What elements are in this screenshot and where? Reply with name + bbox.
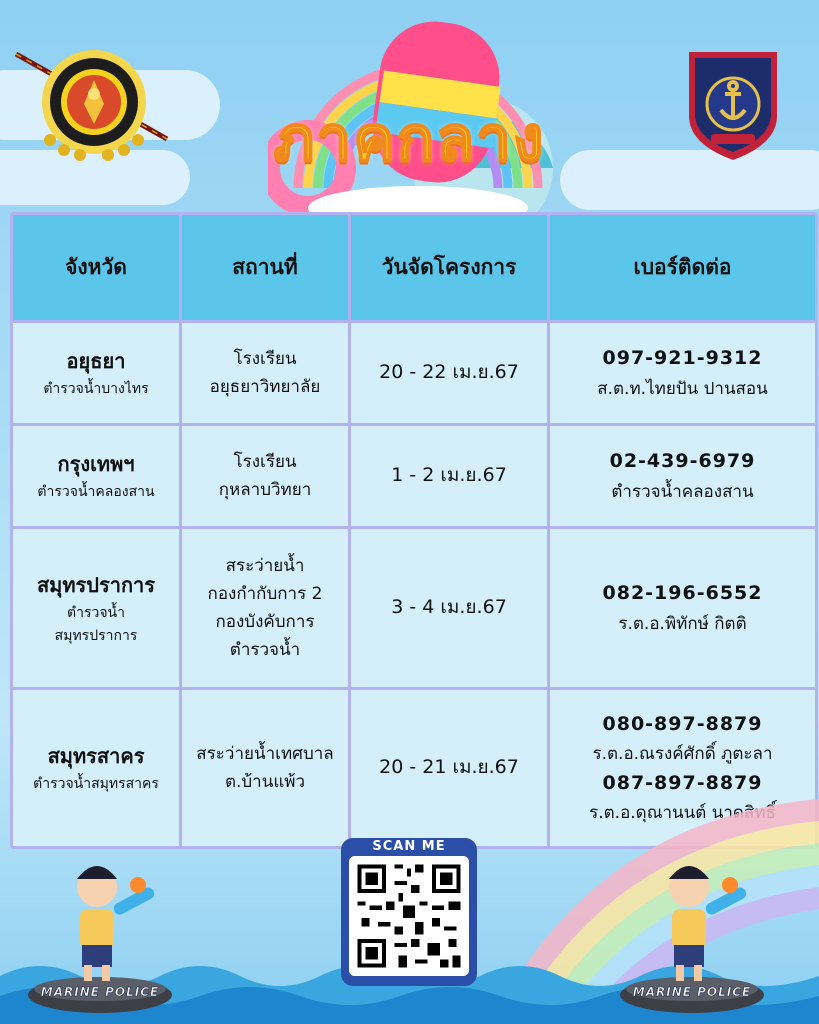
province-cell <box>13 529 179 687</box>
venue-line: ต.บ้านแพ้ว <box>224 772 306 792</box>
phone-number: 02-439-6979 <box>609 450 756 473</box>
phone-number: 097-921-9312 <box>602 347 763 370</box>
venue-line: กองบังคับการ <box>215 612 315 632</box>
venue-cell <box>182 690 348 846</box>
station-name: ตำรวจน้ำบางไทร <box>43 381 149 398</box>
station-name: สมุทรปราการ <box>54 627 138 644</box>
province-name: อยุธยา <box>66 349 126 374</box>
venue-line: กองกำกับการ 2 <box>207 583 323 604</box>
column-header-date: วันจัดโครงการ <box>351 215 547 320</box>
column-header-contact: เบอร์ติดต่อ <box>550 215 815 320</box>
venue-cell <box>182 426 348 526</box>
qr-code-card[interactable] <box>341 838 477 986</box>
contact-name: ร.ต.อ.ณรงค์ศักดิ์ ภูตะลา <box>592 743 773 764</box>
station-name: ตำรวจน้ำคลองสาน <box>37 484 155 501</box>
venue-line: ตำรวจน้ำ <box>229 640 301 661</box>
province-cell <box>13 426 179 526</box>
contact-cell <box>550 323 815 423</box>
qr-code-icon[interactable] <box>349 856 469 976</box>
phone-number: 082-196-6552 <box>602 582 763 605</box>
venue-line: สระว่ายน้ำ <box>225 555 305 576</box>
contact-name: ร.ต.อ.พิทักษ์ กิตติ <box>618 613 747 634</box>
contact-cell <box>550 529 815 687</box>
event-schedule-table <box>10 212 809 842</box>
venue-cell <box>182 529 348 687</box>
contact-cell <box>550 426 815 526</box>
table-row <box>13 426 815 526</box>
mascot-police-boy-left <box>20 845 180 1024</box>
province-cell <box>13 690 179 846</box>
column-header-province: จังหวัด <box>13 215 179 320</box>
contact-name: ร.ต.อ.ดุณานนต์ นาดสิทธิ์ <box>589 803 776 824</box>
province-name: สมุทรสาคร <box>47 744 145 769</box>
scan-me-label: SCAN ME <box>372 839 446 854</box>
contact-name: ส.ต.ท.ไทยปัน ปานสอน <box>597 378 768 399</box>
column-header-venue: สถานที่ <box>182 215 348 320</box>
station-name: ตำรวจน้ำ <box>67 605 125 622</box>
venue-line: สระว่ายน้ำเทศบาล <box>196 743 334 764</box>
venue-line: โรงเรียน <box>233 348 297 369</box>
table-header-row <box>13 215 815 320</box>
page-title: ภาคกลาง <box>273 102 546 175</box>
venue-line: อยุธยาวิทยาลัย <box>209 377 321 397</box>
mascot-police-boy-right <box>612 845 772 1024</box>
boat-label: MARINE POLICE <box>40 985 160 999</box>
phone-number: 080-897-8879 <box>602 712 763 735</box>
date-cell: 20 - 22 เม.ย.67 <box>351 323 547 423</box>
venue-line: โรงเรียน <box>233 451 297 472</box>
date-cell: 3 - 4 เม.ย.67 <box>351 529 547 687</box>
station-name: ตำรวจน้ำสมุทรสาคร <box>33 776 159 793</box>
contact-name: ตำรวจน้ำคลองสาน <box>611 481 754 502</box>
province-cell <box>13 323 179 423</box>
venue-cell <box>182 323 348 423</box>
province-name: สมุทรปราการ <box>36 573 156 598</box>
date-cell: 1 - 2 เม.ย.67 <box>351 426 547 526</box>
table-row <box>13 529 815 687</box>
table-row <box>13 323 815 423</box>
province-name: กรุงเทพฯ <box>57 452 135 477</box>
phone-number: 087-897-8879 <box>602 772 763 794</box>
venue-line: กุหลาบวิทยา <box>218 480 312 500</box>
boat-label: MARINE POLICE <box>632 985 752 999</box>
date-cell: 20 - 21 เม.ย.67 <box>351 690 547 846</box>
